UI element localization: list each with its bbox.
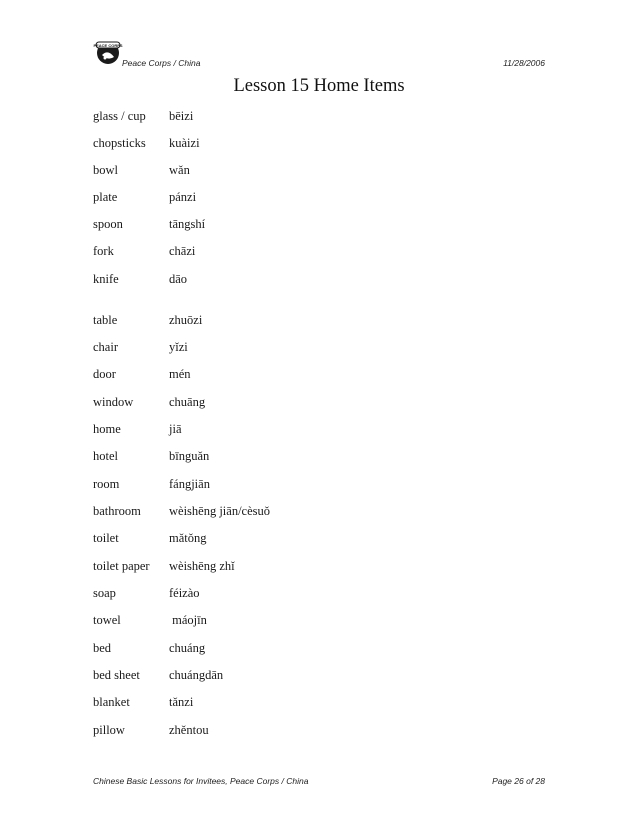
svg-text:PEACE CORPS: PEACE CORPS: [93, 42, 123, 48]
english-term: home: [93, 422, 121, 436]
pinyin-term: bēizi: [169, 109, 194, 123]
english-term: hotel: [93, 449, 118, 463]
english-term: spoon: [93, 217, 123, 231]
pinyin-term: bīnguǎn: [169, 449, 210, 463]
english-term: window: [93, 395, 134, 409]
pinyin-term: chāzi: [169, 244, 196, 258]
page-title: Lesson 15 Home Items: [233, 76, 405, 96]
pinyin-term: féizào: [169, 586, 200, 600]
page-header: [93, 33, 545, 67]
english-term: towel: [93, 613, 121, 627]
pinyin-term: pánzi: [169, 190, 197, 204]
english-term: bed sheet: [93, 668, 140, 682]
pinyin-term: máojīn: [169, 613, 207, 627]
english-term: room: [93, 477, 120, 491]
english-term: pillow: [93, 723, 125, 737]
pinyin-term: wèishēng jiān/cèsuǒ: [169, 504, 271, 518]
peace-corps-logo: [93, 37, 123, 67]
pinyin-term: dāo: [169, 272, 188, 286]
english-term: plate: [93, 190, 118, 204]
pinyin-term: kuàizi: [169, 136, 200, 150]
page-number: Page 26 of 28: [492, 776, 545, 786]
footer-title: Chinese Basic Lessons for Invitees, Peace Corps / China: [93, 776, 309, 786]
pinyin-term: zhěntou: [169, 723, 209, 737]
pinyin-term: tāngshí: [169, 217, 206, 231]
pinyin-term: wǎn: [169, 163, 190, 177]
english-term: chair: [93, 340, 118, 354]
english-term: knife: [93, 272, 119, 286]
english-term: toilet paper: [93, 559, 150, 573]
pinyin-term: chuáng: [169, 641, 206, 655]
english-term: glass / cup: [93, 109, 146, 123]
english-term: toilet: [93, 531, 119, 545]
english-term: fork: [93, 244, 114, 258]
english-term: soap: [93, 586, 116, 600]
pinyin-term: mǎtǒng: [169, 531, 207, 545]
pinyin-term: yǐzi: [169, 340, 188, 354]
pinyin-term: wèishēng zhǐ: [169, 559, 235, 573]
english-term: blanket: [93, 695, 130, 709]
header-org: Peace Corps / China: [122, 58, 201, 68]
english-term: bathroom: [93, 504, 141, 518]
pinyin-term: mén: [169, 367, 191, 381]
pinyin-term: chuāng: [169, 395, 206, 409]
english-term: table: [93, 313, 118, 327]
header-date: 11/28/2006: [503, 58, 545, 68]
pinyin-term: jiā: [169, 422, 182, 436]
pinyin-term: zhuōzi: [169, 313, 203, 327]
english-term: bed: [93, 641, 112, 655]
english-term: bowl: [93, 163, 118, 177]
english-term: door: [93, 367, 116, 381]
english-term: chopsticks: [93, 136, 146, 150]
pinyin-term: fángjiān: [169, 477, 210, 491]
pinyin-term: tǎnzi: [169, 695, 194, 709]
pinyin-term: chuángdān: [169, 668, 224, 682]
